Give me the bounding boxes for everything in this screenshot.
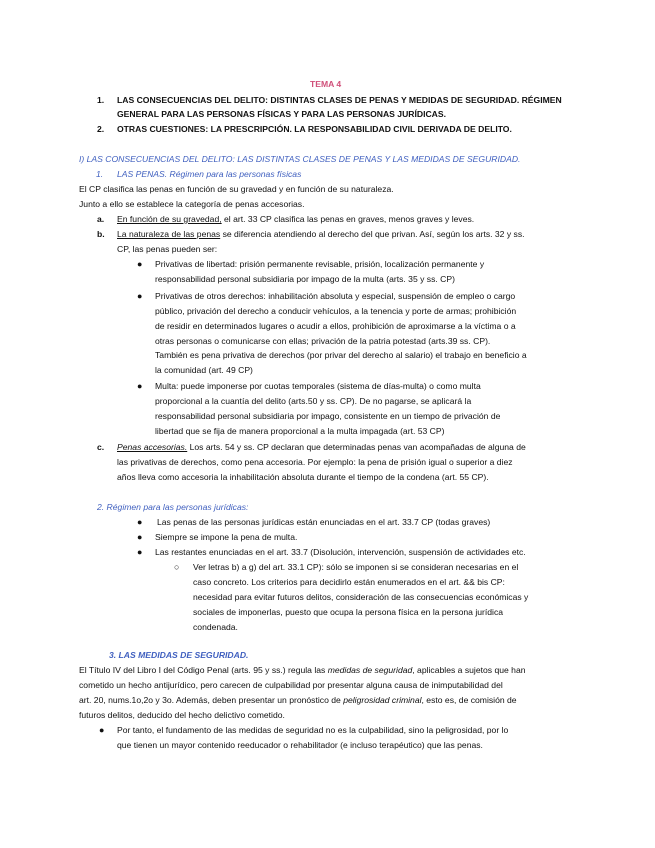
- bullet-icon: ●: [137, 532, 143, 542]
- toc-item-line: OTRAS CUESTIONES: LA PRESCRIPCIÓN. LA RESPONSABILIDAD CIVIL DERIVADA DE DELITO.: [117, 124, 512, 134]
- text-run: , esto es, de comisión de: [421, 695, 517, 705]
- list-letter: a.: [97, 214, 105, 224]
- list-item-line: años lleva como accesoria la inhabilitación absoluta durante el tiempo de la condena (art. 55 CP).: [117, 472, 489, 482]
- page-title: TEMA 4: [310, 79, 342, 89]
- sub-bullet-line: condenada.: [193, 622, 238, 632]
- list-item-c: [117, 442, 526, 453]
- text-run: , aplicables a sujetos que han: [412, 665, 526, 675]
- underlined-term: Penas accesorias.: [117, 442, 188, 452]
- bullet-line: Privativas de otros derechos: inhabilitación absoluta y especial, suspensión de empleo o cargo: [155, 291, 516, 301]
- sub-bullet-line: caso concreto. Los criterios para decidirlo están enumerados en el art. && bis CP:: [193, 577, 505, 587]
- list-item-a: [117, 214, 474, 225]
- subsection-heading: 2. Régimen para las personas jurídicas:: [97, 502, 249, 512]
- sub-bullet-line: sociales de imponerlas, puesto que ocupa la persona física en la persona jurídica: [193, 607, 504, 617]
- list-item-text: el art. 33 CP clasifica las penas en graves, menos graves y leves.: [221, 214, 475, 224]
- bullet-line: Siempre se impone la pena de multa.: [155, 532, 298, 542]
- bullet-line: responsabilidad personal subsidiaria por impago, consistente en un tiempo de privación de: [155, 411, 501, 421]
- bullet-line: que tienen un mayor contenido reeducador o rehabilitador (e incluso terapéutico) que las penas.: [117, 740, 483, 750]
- bullet-line: libertad que se fija de manera proporcional a la multa impagada (art. 53 CP): [155, 426, 445, 436]
- bullet-line: Las restantes enunciadas en el art. 33.7 (Disolución, intervención, suspensión de actividades etc.: [155, 547, 526, 557]
- bullet-icon: ●: [137, 291, 143, 301]
- toc-number: 1.: [97, 95, 105, 105]
- section-heading: I) LAS CONSECUENCIAS DEL DELITO: LAS DISTINTAS CLASES DE PENAS Y LAS MEDIDAS DE SEGURIDAD.: [79, 154, 521, 164]
- italic-term: medidas de seguridad: [327, 665, 413, 675]
- bullet-line: proporcional a la cuantía del delito (arts.50 y ss. CP). De no pagarse, se aplicará la: [155, 396, 472, 406]
- paragraph-line: Junto a ello se establece la categoría de penas accesorias.: [79, 199, 305, 209]
- list-item-line: CP, las penas pueden ser:: [117, 244, 218, 254]
- bullet-icon: ●: [99, 725, 105, 735]
- bullet-line: responsabilidad personal subsidiaria por impago de la multa (arts. 35 y ss. CP): [155, 274, 455, 284]
- text-run: art. 20, nums.1o,2o y 3o. Además, deben presentar un pronóstico de: [79, 695, 344, 705]
- bullet-line: Multa: puede imponerse por cuotas temporales (sistema de días-multa) o como multa: [155, 381, 481, 391]
- toc-item-line: GENERAL PARA LAS PERSONAS FÍSICAS Y PARA LAS PERSONAS JURÍDICAS.: [117, 109, 446, 119]
- list-item-b: [117, 229, 525, 240]
- bullet-line: la comunidad (art. 49 CP): [155, 365, 253, 375]
- list-item-text: Los arts. 54 y ss. CP declaran que determinadas penas van acompañadas de alguna de: [187, 442, 526, 452]
- toc-item-line: LAS CONSECUENCIAS DEL DELITO: DISTINTAS CLASES DE PENAS Y MEDIDAS DE SEGURIDAD. RÉGIMEN: [117, 95, 562, 105]
- sub-bullet-icon: ○: [174, 562, 180, 572]
- bullet-icon: ●: [137, 547, 143, 557]
- paragraph-line: El CP clasifica las penas en función de su gravedad y en función de su naturaleza.: [79, 184, 394, 194]
- subsection-heading: 3. LAS MEDIDAS DE SEGURIDAD.: [109, 650, 249, 660]
- bullet-icon: ●: [137, 259, 143, 269]
- bullet-line: Las penas de las personas jurídicas están enunciadas en el art. 33.7 CP (todas graves): [157, 517, 491, 527]
- text-run: El Título IV del Libro I del Código Penal (arts. 95 y ss.) regula las: [79, 665, 328, 675]
- underlined-term: En función de su gravedad,: [117, 214, 222, 224]
- bullet-line: Privativas de libertad: prisión permanente revisable, prisión, localización permanente y: [155, 259, 485, 269]
- paragraph-line: [79, 665, 526, 676]
- toc-number: 2.: [97, 124, 105, 134]
- bullet-line: de residir en determinados lugares o acudir a ellos, prohibición de aproximarse a la víctima o a: [155, 321, 516, 331]
- subsection-number: 1.: [96, 169, 104, 179]
- list-item-line: las privativas de derechos, como pena accesoria. Por ejemplo: la pena de prisión igual o superior a diez: [117, 457, 513, 467]
- italic-term: peligrosidad criminal: [343, 695, 422, 705]
- paragraph-line: cometido un hecho antijurídico, pero carecen de culpabilidad por presentar alguna causa de inimputabilidad del: [79, 680, 503, 690]
- bullet-line: público, privación del derecho a conducir vehículos, a la tenencia y porte de armas; prohibición: [155, 306, 517, 316]
- list-item-text: se diferencia atendiendo al derecho del que privan. Así, según los arts. 32 y ss.: [220, 229, 525, 239]
- paragraph-line: futuros delitos, deducido del hecho delictivo cometido.: [79, 710, 285, 720]
- list-letter: b.: [97, 229, 105, 239]
- paragraph-line: [79, 695, 517, 706]
- sub-bullet-line: necesidad para evitar futuros delitos, consideración de las consecuencias económicas y: [193, 592, 529, 602]
- bullet-icon: ●: [137, 381, 143, 391]
- bullet-line: otras personas o comunicarse con ellas; privación de la patria potestad (arts.39 ss. CP).: [155, 336, 491, 346]
- list-letter: c.: [97, 442, 105, 452]
- bullet-line: También es pena privativa de derechos (por privar del derecho al salario) el trabajo en beneficio a: [155, 350, 527, 360]
- bullet-icon: ●: [137, 517, 143, 527]
- underlined-term: La naturaleza de las penas: [117, 229, 221, 239]
- bullet-line: Por tanto, el fundamento de las medidas de seguridad no es la culpabilidad, sino la peligrosidad, por lo: [117, 725, 509, 735]
- sub-bullet-line: Ver letras b) a g) del art. 33.1 CP): sólo se imponen si se consideran necesarias en el: [193, 562, 519, 572]
- subsection-heading: LAS PENAS. Régimen para las personas físicas: [117, 169, 302, 179]
